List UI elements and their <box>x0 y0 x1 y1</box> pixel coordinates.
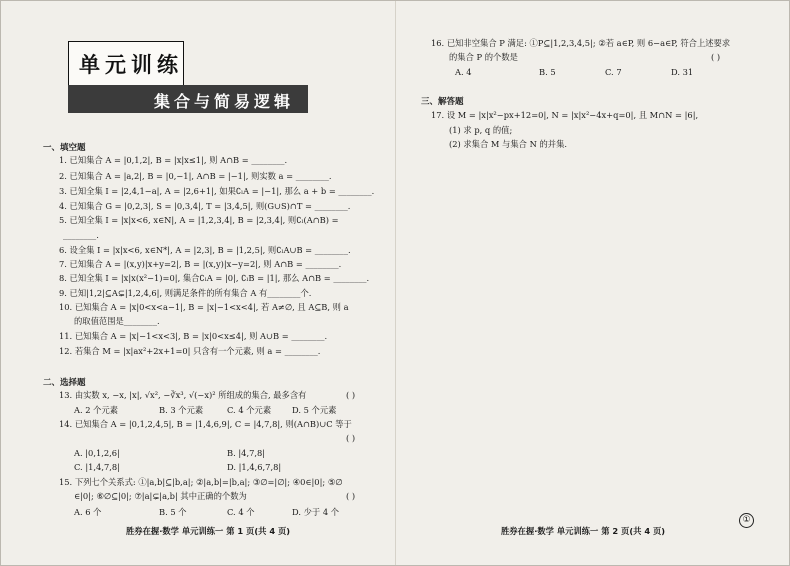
subject-banner <box>68 85 308 113</box>
fill-question: 2. 已知集合 A = |a,2|, B = |0,−1|, A∩B = |−1|, 则实数 a = ________. <box>59 171 332 181</box>
choice-option: C. 4 个 <box>227 507 255 517</box>
answer-bracket: ( ) <box>346 491 356 501</box>
solve-subquestion: (1) 求 p, q 的值; <box>449 125 513 135</box>
choice-option: D. |1,4,6,7,8| <box>227 462 282 472</box>
choice-option: B. |4,7,8| <box>227 448 266 458</box>
page-spine <box>395 1 396 566</box>
fill-question: 11. 已知集合 A = |x|−1<x<3|, B = |x|0<x≤4|, 则 A∪B = ________. <box>59 331 328 341</box>
choice-option: A. 6 个 <box>74 507 102 517</box>
choice-question: 14. 已知集合 A = |0,1,2,4,5|, B = |1,4,6,9|, C = |4,7,8|, 则(A∩B)∪C 等于 <box>59 419 352 429</box>
section-fill-heading: 一、填空题 <box>43 143 86 153</box>
choice-question: 13. 由实数 x, −x, |x|, √x², −∛x³, √(−x)² 所组成的集合, 最多含有 <box>59 390 307 400</box>
solve-question: 17. 设 M = |x|x²−px+12=0|, N = |x|x²−4x+q=0|, 且 M∩N = |6|, <box>431 110 699 120</box>
fill-question: 3. 已知全集 I = |2,4,1−a|, A = |2,6+1|, 如果∁ₗA = |−1|, 那么 a + b = ________. <box>59 186 375 196</box>
section-solve-heading: 三、解答题 <box>421 97 464 107</box>
solve-subquestion: (2) 求集合 M 与集合 N 的并集. <box>449 139 568 149</box>
answer-bracket: ( ) <box>346 390 356 400</box>
right-page <box>421 1 771 566</box>
left-page <box>41 1 386 566</box>
choice-option: B. 5 <box>539 67 556 77</box>
choice-option: A. 4 <box>455 67 472 77</box>
answer-bracket: ( ) <box>346 433 356 443</box>
choice-question: 15. 下列七个关系式: ①|a,b|⊆|b,a|; ②|a,b|=|b,a|; ③∅=|∅|; ④0∈|0|; ⑤∅ <box>59 477 343 487</box>
choice-option: D. 31 <box>671 67 694 77</box>
choice-option: C. 4 个元素 <box>227 405 272 415</box>
fill-question: 6. 设全集 I = |x|x<6, x∈N*|, A = |2,3|, B = |1,2,5|, 则∁ₗA∪B = ________. <box>59 245 351 255</box>
fill-question: 1. 已知集合 A = |0,1,2|, B = |x|x≤1|, 则 A∩B = ________. <box>59 155 288 165</box>
choice-option: D. 少于 4 个 <box>292 507 340 517</box>
fill-question: 10. 已知集合 A = |x|0<x<a−1|, B = |x|−1<x<4|, 若 A≠∅, 且 A⊆B, 则 a <box>59 302 349 312</box>
fill-question: 4. 已知集合 G = |0,2,3|, S = |0,3,4|, T = |3,4,5|, 则(G∪S)∩T = ________. <box>59 201 351 211</box>
choice-option: D. 5 个元素 <box>292 405 337 415</box>
choice-question-continued: 的集合 P 的个数是 <box>449 52 518 62</box>
page-number-mark: ① <box>739 513 754 528</box>
choice-question: 16. 已知非空集合 P 满足: ①P⊆|1,2,3,4,5|; ②若 a∈P, 则 6−a∈P, 符合上述要求 <box>431 38 731 48</box>
section-choice-heading: 二、选择题 <box>43 378 86 388</box>
choice-option: C. |1,4,7,8| <box>74 462 120 472</box>
subject-title: 集合与简易逻辑 <box>153 92 294 111</box>
choice-option: A. |0,1,2,6| <box>74 448 120 458</box>
choice-option: B. 3 个元素 <box>159 405 204 415</box>
choice-option: B. 5 个 <box>159 507 187 517</box>
fill-question: 7. 已知集合 A = |(x,y)|x+y=2|, B = |(x,y)|x−y=2|, 则 A∩B = ________. <box>59 259 342 269</box>
fill-question: 5. 已知全集 I = |x|x<6, x∈N|, A = |1,2,3,4|, B = |2,3,4|, 则∁ₗ(A∩B) = <box>59 215 339 225</box>
fill-question: 9. 已知|1,2|⊆A⊊|1,2,4,6|, 则满足条件的所有集合 A 有________个. <box>59 288 312 298</box>
fill-question: 8. 已知全集 I = |x|x(x²−1)=0|, 集合∁ₗA = |0|, ∁ₗB = |1|, 那么 A∩B = ________. <box>59 273 370 283</box>
choice-option: C. 7 <box>605 67 622 77</box>
page-footer-left: 胜券在握·数学 单元训练一 第 1 页(共 4 页) <box>126 526 291 536</box>
unit-title: 单元训练 <box>79 53 183 77</box>
choice-option: A. 2 个元素 <box>74 405 119 415</box>
fill-question-continued: 的取值范围是________. <box>74 316 160 326</box>
fill-question: 12. 若集合 M = |x|ax²+2x+1=0| 只含有一个元素, 则 a = ________. <box>59 346 321 356</box>
choice-question-continued: ∈|0|; ⑥∅⊆|0|; ⑦|a|⊊|a,b| 其中正确的个数为 <box>74 491 247 501</box>
page-footer-right: 胜券在握·数学 单元训练一 第 2 页(共 4 页) <box>501 526 666 536</box>
unit-title-box <box>68 41 184 87</box>
answer-bracket: ( ) <box>711 52 721 62</box>
fill-question-continued: ________. <box>63 230 99 240</box>
